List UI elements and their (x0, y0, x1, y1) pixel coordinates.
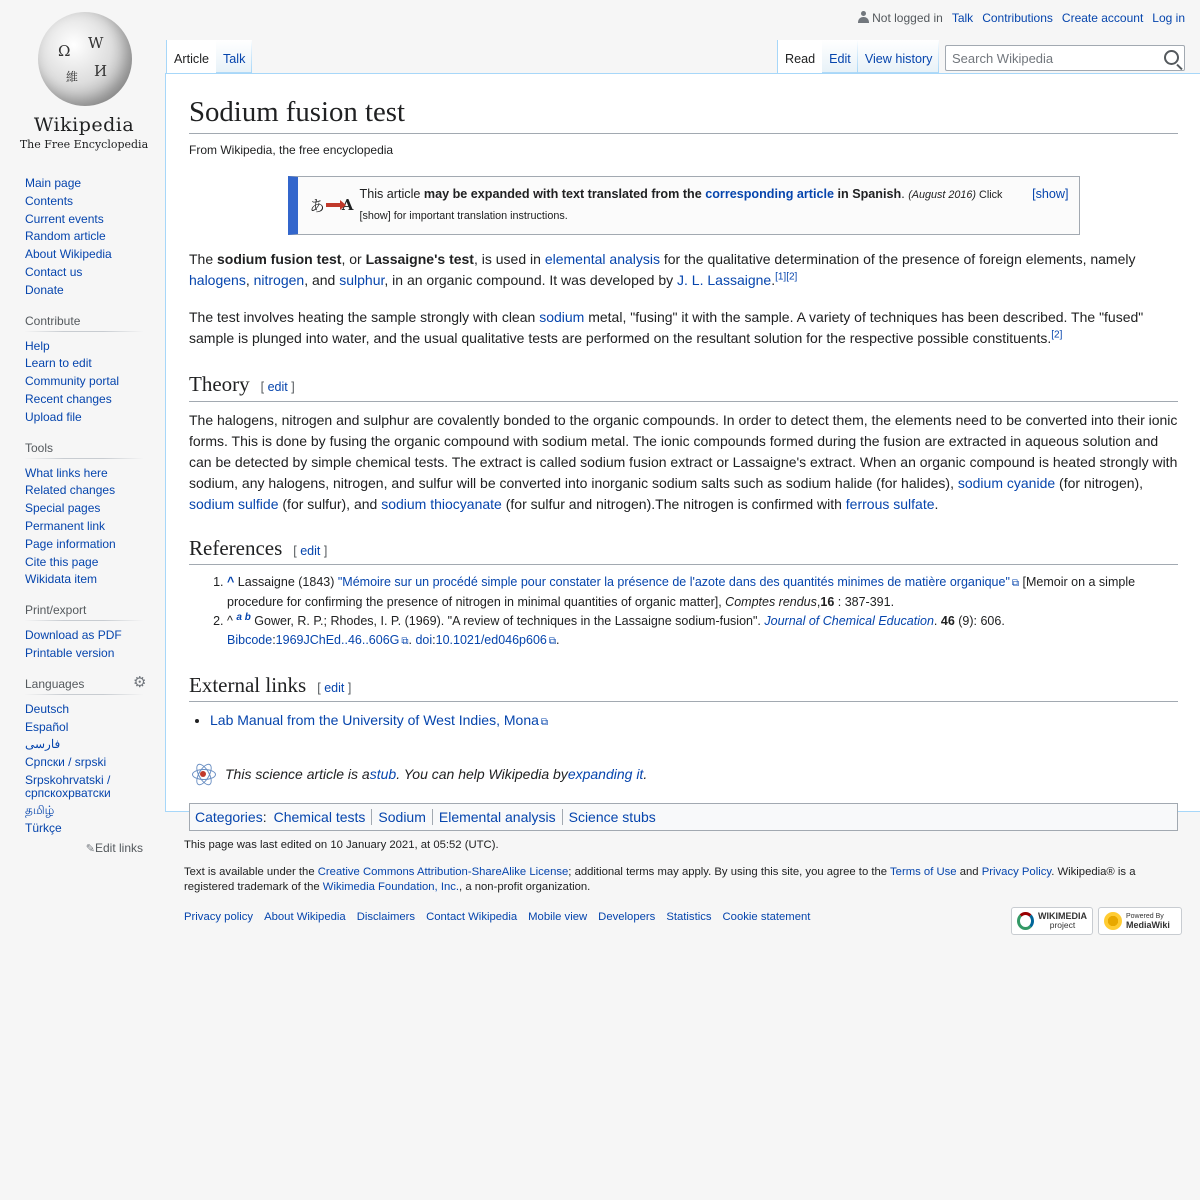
sidebar-item-upload-file[interactable]: Upload file (25, 409, 82, 424)
edit-section-external-links: [ edit ] (317, 681, 352, 696)
ref2-text-h: . (556, 633, 560, 648)
link-nitrogen[interactable]: nitrogen (253, 272, 305, 289)
p1-bold-term-2: Lassaigne's test (365, 251, 474, 268)
sidebar-item-learn-to-edit[interactable]: Learn to edit (25, 356, 92, 371)
citation-1[interactable]: [1] (775, 271, 787, 283)
sidebar-item-lang-espanol[interactable]: Español (25, 719, 69, 734)
external-links-list (189, 710, 1178, 733)
sidebar-item-printable-version[interactable]: Printable version (25, 645, 115, 660)
tab-edit[interactable]: Edit (822, 40, 858, 73)
footer-mobile-view[interactable]: Mobile view (528, 911, 588, 923)
tools-heading: Tools (25, 441, 143, 459)
ref2-text-f: . (408, 633, 416, 648)
tools-portal (25, 441, 143, 590)
translate-icon (304, 184, 360, 226)
stub-notice (189, 759, 1178, 789)
languages-heading (25, 673, 147, 695)
search-input[interactable] (946, 46, 1158, 70)
footer-about-wikipedia[interactable]: About Wikipedia (264, 911, 346, 923)
edit-external-links-link[interactable]: edit (324, 681, 345, 696)
theory-text-a: The halogens, nitrogen and sulphur are covalently bonded to the organic compounds. In order to detect them, the elements need to be converted into their ionic forms. This is done by fusing the organic compound with sodium metal. The ionic compounds formed during the fusion are extracted in aqueous solution and can be detected by simple chemical tests. The extract is called sodium fusion extract or Lassaigne's extract. When an organic compound is heated strongly with sodium, any halogens, nitrogen, and sulfur will be converted into inorganic sodium salts such as sodium halide (for halides), (189, 411, 1178, 491)
edit-section-references: [ edit ] (293, 543, 328, 558)
view-tabs (777, 40, 939, 73)
link-sodium-thiocyanate[interactable]: sodium thiocyanate (381, 495, 502, 512)
license-text-c: and (956, 866, 982, 878)
link-halogens[interactable]: halogens (189, 272, 246, 289)
ref2-text-d: (9): 606. (954, 614, 1005, 629)
footer-privacy-policy[interactable]: Privacy policy (184, 911, 254, 923)
languages-heading-label: Languages (25, 676, 85, 691)
notice-text-1: This article (359, 187, 424, 202)
license-text-d: . Wikipedia® is a registered trademark of the (184, 866, 1136, 893)
sidebar-item-what-links-here[interactable]: What links here (25, 465, 108, 480)
edit-theory-link[interactable]: edit (267, 380, 288, 395)
edit-section-theory: [ edit ] (260, 380, 295, 395)
ref2-journal-link[interactable]: Journal of Chemical Education (764, 614, 934, 629)
sidebar-item-special-pages[interactable]: Special pages (25, 501, 101, 516)
intro-paragraph-2 (189, 307, 1178, 349)
sidebar-item-recent-changes[interactable]: Recent changes (25, 391, 112, 406)
link-sodium[interactable]: sodium (539, 309, 585, 326)
p1-text-g: , (245, 272, 254, 289)
link-sodium-cyanide[interactable]: sodium cyanide (957, 474, 1056, 491)
ref1-text-d: , (816, 595, 821, 610)
languages-portal (25, 673, 147, 855)
ref2-backlink-a[interactable]: a (236, 611, 242, 623)
tab-read[interactable]: Read (777, 40, 822, 73)
translation-notice (288, 176, 1080, 235)
badge1-sub: project (1049, 920, 1076, 930)
lab-manual-link[interactable]: Lab Manual from the University of West Indies, Mona ⧉ (210, 712, 548, 728)
citation-2b[interactable]: [2] (1051, 329, 1063, 341)
theory-heading-label: Theory (189, 372, 250, 397)
stub-text-a: This science article is a (225, 766, 370, 783)
reference-2 (227, 612, 1178, 651)
contribute-heading: Contribute (25, 314, 143, 332)
notice-text (360, 184, 1025, 226)
atom-icon (189, 759, 217, 789)
category-science-stubs[interactable]: Science stubs (568, 809, 656, 826)
notice-text-4: in Spanish (834, 187, 902, 202)
namespace-tabs (166, 40, 252, 73)
category-chemical-tests[interactable]: Chemical tests (273, 809, 366, 826)
p1-text-h: , and (304, 272, 340, 289)
badge1-label: WIKIMEDIA (1038, 911, 1087, 921)
p1-text-j: . (771, 272, 776, 289)
category-sodium[interactable]: Sodium (378, 809, 426, 826)
category-links (189, 803, 1178, 831)
categories-link[interactable]: Categories (195, 809, 263, 826)
stub-text-c: . (643, 766, 648, 783)
page-title: Sodium fusion test (189, 94, 1178, 134)
ref1-memoire-link[interactable]: "Mémoire sur un procédé simple pour constater la présence de l'azote dans des quantités minimes de matière organique" ⧉ (338, 575, 1019, 589)
mediawiki-logo-icon (1104, 912, 1122, 930)
intro-paragraph-1 (189, 249, 1178, 291)
gear-icon[interactable]: ⚙ (133, 673, 147, 691)
badge2-label: MediaWiki (1126, 920, 1170, 930)
edit-links-label: Edit links (94, 840, 143, 855)
reference-1 (227, 573, 1178, 612)
sidebar-item-community-portal[interactable]: Community portal (25, 374, 120, 389)
user-icon (858, 11, 869, 23)
theory-text-d: (for sulfur and nitrogen).The nitrogen is confirmed with (501, 495, 846, 512)
site-subtitle: From Wikipedia, the free encyclopedia (189, 143, 394, 158)
references-heading-label: References (189, 535, 283, 560)
sidebar-item-lang-srpskohrvatski[interactable]: Srpskohrvatski / српскохрватски (25, 772, 111, 800)
print-export-heading: Print/export (25, 603, 143, 621)
ref2-backlink-b[interactable]: b (244, 611, 251, 623)
link-sodium-sulfide[interactable]: sodium sulfide (189, 495, 279, 512)
contributions-link[interactable]: Contributions (982, 11, 1053, 25)
footer-contact-wikipedia[interactable]: Contact Wikipedia (426, 911, 518, 923)
ref1-journal: Comptes rendus (725, 595, 817, 610)
ref1-volume: 16 (820, 595, 835, 610)
article-content (165, 73, 1200, 826)
ref2-text-e: : (272, 633, 276, 648)
badge2-sub: Powered By (1126, 913, 1164, 920)
sidebar-item-cite-this-page[interactable]: Cite this page (25, 554, 99, 569)
p1-text-f: for the qualitative determination of the presence of foreign elements, namely (659, 251, 1136, 268)
personal-tools (858, 11, 1185, 25)
pencil-icon: ✎ (85, 842, 95, 855)
ref2-bibcode-link[interactable]: 1969JChEd..46..606G ⧉ (276, 633, 409, 647)
ref2-text-a: Gower, R. P.; Rhodes, I. P. (1969). "A review of techniques in the Lassaigne sodium-fusion". (250, 614, 765, 629)
link-sulphur[interactable]: sulphur (339, 272, 385, 289)
contribute-portal (25, 314, 143, 427)
categories-colon: : (262, 809, 267, 826)
sidebar-item-page-information[interactable]: Page information (25, 536, 116, 551)
footer-developers[interactable]: Developers (598, 911, 656, 923)
search-icon[interactable] (1164, 50, 1179, 65)
tab-article[interactable]: Article (166, 40, 216, 73)
expanding-it-link[interactable]: expanding it (567, 766, 644, 783)
ref1-text-a: Lassaigne (1843) (234, 575, 338, 590)
section-heading-external-links (189, 672, 1178, 702)
stub-text-b: . You can help Wikipedia by (396, 766, 568, 783)
p2-text-a: The test involves heating the sample strongly with clean (189, 309, 540, 326)
talk-link[interactable]: Talk (951, 11, 974, 25)
sidebar-item-contact-us[interactable]: Contact us (25, 264, 83, 279)
footer-statistics[interactable]: Statistics (666, 911, 712, 923)
sidebar-item-about-wikipedia[interactable]: About Wikipedia (25, 247, 112, 262)
license-text-a: Text is available under the (184, 866, 318, 878)
sidebar-item-lang-srpski[interactable]: Српски / srpski (25, 755, 107, 770)
sidebar-item-download-pdf[interactable]: Download as PDF (25, 628, 122, 643)
citation-2[interactable]: [2] (786, 271, 798, 283)
privacy-policy-inline-link[interactable]: Privacy Policy (981, 866, 1052, 878)
section-heading-references (189, 535, 1178, 565)
sidebar-item-wikidata-item[interactable]: Wikidata item (25, 572, 98, 587)
category-elemental-analysis[interactable]: Elemental analysis (438, 809, 556, 826)
print-export-portal (25, 603, 143, 663)
powered-by-mediawiki-badge[interactable] (1098, 907, 1182, 935)
corresponding-article-link[interactable]: corresponding article (705, 187, 834, 202)
arrow-right-icon (326, 203, 341, 207)
log-in-link[interactable]: Log in (1152, 11, 1185, 25)
ref1-text-b: [Memoir on a simple procedure for confirming the presence of nitrogen in minimal quantities of organic matter], (227, 575, 1136, 610)
search-box (945, 45, 1185, 71)
logo-tagline: The Free Encyclopedia (19, 138, 149, 151)
translate-icon-source: あ (309, 196, 325, 215)
license-text (184, 865, 1184, 895)
p1-bold-term-1: sodium fusion test (217, 251, 342, 268)
theory-paragraph (189, 410, 1178, 515)
p1-text-e: , is used in (473, 251, 545, 268)
ref2-doi-link[interactable]: 10.1021/ed046p606 ⧉ (436, 633, 556, 647)
license-text-e: , a non-profit organization. (459, 881, 591, 893)
link-ferrous-sulfate[interactable]: ferrous sulfate (845, 495, 935, 512)
list-item (210, 710, 1178, 733)
wikimedia-project-badge[interactable] (1011, 907, 1093, 935)
notice-text-5: . (901, 187, 909, 202)
p2-text-b: metal, "fusing" it with the sample. A variety of techniques has been described. The "fused" sample is plunged into water, and the usual qualitative tests are performed on the resultant solution for the respective possible constituents. (189, 309, 1144, 347)
sidebar (0, 160, 160, 855)
ref2-text-g: : (432, 633, 436, 648)
ref2-text-b: . (933, 614, 941, 629)
theory-text-e: . (934, 495, 939, 512)
puzzle-globe-icon: Ω W 維 И (38, 12, 132, 106)
edit-links[interactable] (25, 841, 143, 855)
sidebar-item-lang-tamil[interactable]: தமிழ் (25, 802, 55, 817)
tab-view-history[interactable]: View history (858, 40, 940, 73)
license-text-b: ; additional terms may apply. By using this site, you agree to the (568, 866, 891, 878)
sidebar-item-main-page[interactable]: Main page (25, 176, 82, 190)
notice-date: (August 2016) (908, 189, 977, 202)
sidebar-item-lang-deutsch[interactable]: Deutsch (25, 701, 70, 716)
external-links-heading-label: External links (189, 673, 307, 698)
stub-link[interactable]: stub (369, 766, 397, 783)
sidebar-item-donate[interactable]: Donate (25, 282, 64, 297)
theory-text-c: (for sulfur), and (278, 495, 382, 512)
ref2-doi-label-link[interactable]: doi (415, 633, 433, 648)
wikipedia-logo[interactable] (14, 8, 154, 158)
notice-instructions: Click [show] for important translation instructions. (359, 189, 1003, 223)
notice-text-2: may be expanded with text translated from the (423, 187, 706, 202)
cc-license-link[interactable]: Creative Commons Attribution-ShareAlike License (317, 866, 569, 878)
edit-references-link[interactable]: edit (300, 543, 321, 558)
p1-text-a: The (189, 251, 218, 268)
link-lassaigne[interactable]: J. L. Lassaigne (677, 272, 772, 289)
tab-talk[interactable]: Talk (216, 40, 252, 73)
last-edited: This page was last edited on 10 January 2021, at 05:52 (UTC). (184, 839, 499, 851)
p1-text-c: , or (341, 251, 366, 268)
theory-text-b: (for nitrogen), (1055, 474, 1144, 491)
not-logged-in (858, 11, 943, 25)
sidebar-item-permanent-link[interactable]: Permanent link (25, 518, 106, 533)
show-button[interactable]: [show] (1032, 187, 1069, 202)
sidebar-item-contents[interactable]: Contents (25, 193, 74, 208)
ref2-volume: 46 (940, 614, 955, 629)
p1-text-i: , in an organic compound. It was developed by (384, 272, 678, 289)
sidebar-item-random-article[interactable]: Random article (25, 229, 106, 244)
footer-disclaimers[interactable]: Disclaimers (356, 911, 416, 923)
sidebar-item-current-events[interactable]: Current events (25, 211, 104, 226)
create-account-link[interactable]: Create account (1061, 11, 1144, 25)
not-logged-in-label: Not logged in (872, 11, 943, 25)
references-list (189, 573, 1178, 651)
ref2-caret: ^ (227, 614, 233, 629)
section-heading-theory (189, 371, 1178, 401)
wikimedia-logo-icon (1017, 912, 1034, 930)
sidebar-item-lang-turkce[interactable]: Türkçe (25, 820, 62, 835)
translate-icon-target: A (341, 196, 354, 215)
wikimedia-foundation-link[interactable]: Wikimedia Foundation, Inc. (322, 881, 460, 893)
terms-of-use-link[interactable]: Terms of Use (890, 866, 957, 878)
footer (184, 838, 1184, 930)
sidebar-item-related-changes[interactable]: Related changes (25, 483, 116, 498)
footer-cookie-statement[interactable]: Cookie statement (722, 911, 811, 923)
sidebar-item-help[interactable]: Help (25, 338, 50, 353)
sidebar-item-lang-farsi[interactable]: فارسی (25, 737, 61, 752)
ref1-pages: : 387-391. (834, 595, 895, 610)
ref2-bibcode-label-link[interactable]: Bibcode (227, 633, 273, 648)
logo-wordmark: Wikipedia (33, 114, 135, 136)
link-elemental-analysis[interactable]: elemental analysis (544, 251, 660, 268)
navigation-portal (25, 175, 143, 300)
ref1-backlink[interactable]: ^ (227, 575, 235, 590)
